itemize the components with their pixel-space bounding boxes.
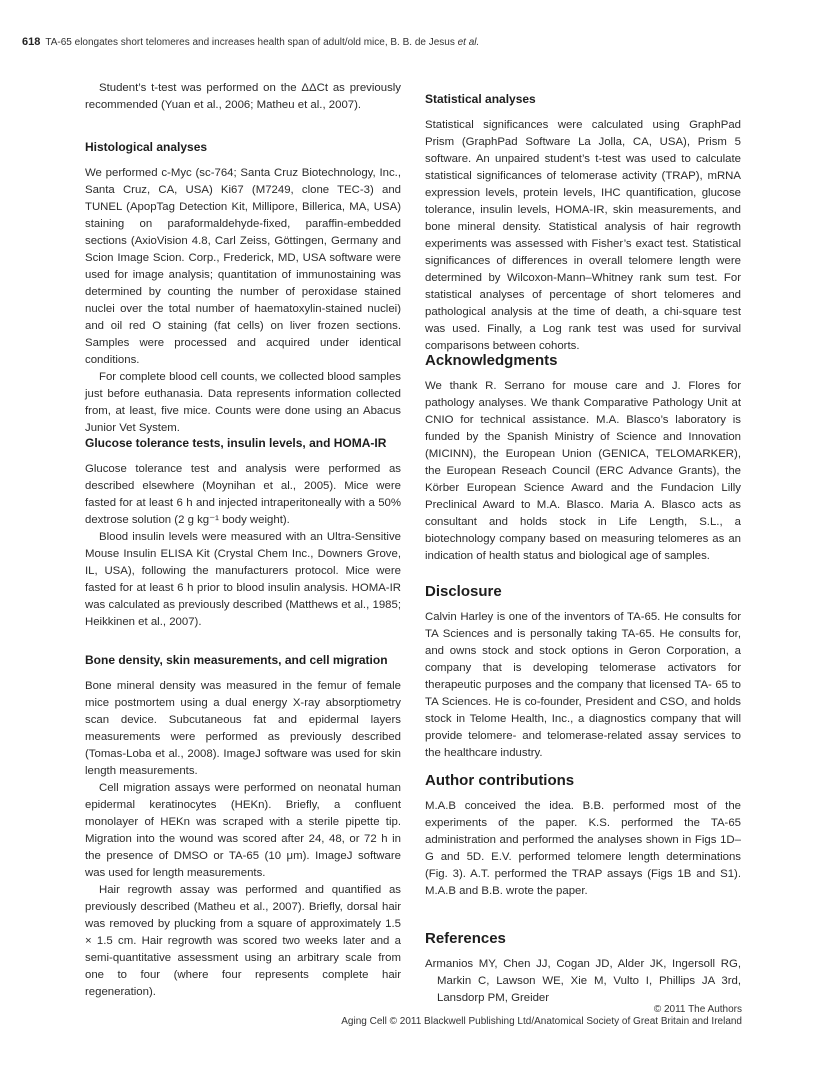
section-glucose <box>85 436 401 631</box>
heading-histological: Histological analyses <box>85 140 208 154</box>
copyright-line: © 2011 The Authors <box>653 1004 742 1015</box>
journal-line: Aging Cell © 2011 Blackwell Publishing Ltd/Anatomical Society of Great Britain and Ireland <box>341 1016 742 1027</box>
paragraph: Cell migration assays were performed on neonatal human epidermal keratinocytes (HEKn). Briefly, a confluent monolayer of HEKn was scraped with a sterile pipette tip. Migration into the wound was scored after 24, 48, or 72 h in the presence of DMSO or TA-65 (10 μm). ImageJ software was used for length measurements. <box>85 782 401 879</box>
running-title: TA-65 elongates short telomeres and increases health span of adult/old mice, B. B. de Jesus <box>45 37 458 48</box>
reference-entry: Armanios MY, Chen JJ, Cogan JD, Alder JK, Ingersoll RG, Markin C, Lawson WE, Xie M, Vulto I, Phillips JA 3rd, Lansdorp PM, Greider <box>425 958 741 1004</box>
paragraph: Bone mineral density was measured in the femur of female mice postmortem using a dual energy X-ray absorptiometry scan device. Subcutaneous fat and epidermal layers measurements were performed as previously described (Tomas-Loba et al., 2008). ImageJ software was used for skin length measurements. <box>85 680 401 777</box>
paragraph: Blood insulin levels were measured with an Ultra-Sensitive Mouse Insulin ELISA Kit (Crystal Chem Inc., Downers Grove, IL, USA), following the manufacturers protocol. Mice were fasted for at least 6 h prior to blood insulin analysis. HOMA-IR was calculated as previously described (Matthews et al., 1985; Heikkinen et al., 2007). <box>85 531 401 628</box>
paragraph: M.A.B conceived the idea. B.B. performed most of the experiments of the paper. K.S. performed the TA-65 administration and performed the analyses shown in Figs 1D–G and 5D. E.V. performed telomere length determinations (Fig. 3). A.T. performed the TRAP assays (Figs 1B and S1). M.A.B and B.B. wrote the paper. <box>425 800 741 897</box>
heading-bone: Bone density, skin measurements, and cell migration <box>85 653 388 667</box>
heading-disclosure: Disclosure <box>425 583 502 600</box>
running-title-et-al: et al. <box>457 37 480 48</box>
page-number: 618 <box>22 36 41 48</box>
page-footer <box>182 1004 742 1028</box>
section-disclosure <box>425 583 741 762</box>
section-author-contributions <box>425 772 741 900</box>
heading-statistical: Statistical analyses <box>425 92 536 106</box>
heading-author-contributions: Author contributions <box>425 772 575 789</box>
section-bone <box>85 653 401 1001</box>
section-references <box>425 930 741 1007</box>
heading-references: References <box>425 930 506 947</box>
paragraph: For complete blood cell counts, we collected blood samples just before euthanasia. Data represents information collected from, at least, five mice. Counts were done using an Abacus Junior Vet System. <box>85 371 401 434</box>
running-header <box>22 36 782 48</box>
section-acknowledgments <box>425 352 741 565</box>
paragraph: We performed c-Myc (sc-764; Santa Cruz Biotechnology, Inc., Santa Cruz, CA, USA) Ki67 (M7249, clone TEC-3) and TUNEL (ApopTag Detection Kit, Millipore, Billerica, MA, USA) staining on paraformaldehyde-fixed, paraffin-embedded sections (AxioVision 4.8, Carl Zeiss, Göttingen, Germany and Scion Image Scion. Corp., Frederick, MD, USA software were used for image analysis; quantitation of immunostaining was determined by counting the number of peroxidase stained nuclei over the total number of haematoxylin-stained nuclei) and oil red O staining (fat cells) on liver frozen sections. Samples were processed and acquired under identical conditions. <box>85 167 401 366</box>
paragraph: Hair regrowth assay was performed and quantified as previously described (Matheu et al., 2007). Briefly, dorsal hair was removed by plucking from a square of approximately 1.5 × 1.5 cm. Hair regrowth was scored two weeks later and a semi-quantitative assessment using an arbitrary scale from one to four (where four represents complete hair regeneration). <box>85 884 401 998</box>
paragraph: Statistical significances were calculated using GraphPad Prism (GraphPad Software La Jolla, CA, USA), Prism 5 software. An unpaired student’s t-test was used to calculate statistical significances of telomerase activity (TRAP), mRNA expression levels, protein levels, IHC quantification, glucose tolerance, insulin levels, HOMA-IR, skin measurements, and bone mineral density. Statistical analysis of hair regrowth experiments was assessed with Fisher’s exact test. Statistical significances of differences in overall telomere length were determined by Wilcoxon-Mann–Whitney rank sum test. For statistical analyses of percentage of short telomeres and pathological analysis at the time of death, a chi-square test was used. Finally, a Log rank test was used for survival comparisons between cohorts. <box>425 119 741 352</box>
intro-continuation <box>85 80 401 114</box>
intro-paragraph: Student’s t-test was performed on the ΔΔCt as previously recommended (Yuan et al., 2006; Matheu et al., 2007). <box>85 82 401 111</box>
paragraph: We thank R. Serrano for mouse care and J. Flores for pathology analyses. We thank Comparative Pathology Unit at CNIO for technical assistance. M.A. Blasco’s laboratory is funded by the Spanish Ministry of Science and Innovation (MICINN), the European Union (GENICA, TELOMARKER), the European Reseach Council (ERC Advance Grants), the Körber European Science Award and the Fundacion Lilly Preclinical Award to M.A. Blasco. Maria A. Blasco acts as consultant and holds stock in Life Length, S.L., a biotechnology company based on measuring telomeres as an indication of health status and biological age of samples. <box>425 380 741 562</box>
heading-acknowledgments: Acknowledgments <box>425 352 558 369</box>
paragraph: Calvin Harley is one of the inventors of TA-65. He consults for TA Sciences and is personally taking TA-65. He consults for, and owns stock and stock options in Geron Corporation, a company that is developing telomerase activators for therapeutic purposes and the company that licensed TA- 65 to TA Sciences. He is co-founder, President and CSO, and holds stock in Telome Health, Inc., a diagnostics company that will provide telomere- and telomerase-related assay services to the healthcare industry. <box>425 611 741 759</box>
section-histological <box>85 140 401 437</box>
paragraph: Glucose tolerance test and analysis were performed as described elsewhere (Moynihan et al., 2005). Mice were fasted for at least 6 h and injected intraperitoneally with a 50% dextrose solution (2 g kg⁻¹ body weight). <box>85 463 401 526</box>
section-statistical <box>425 92 741 355</box>
heading-glucose: Glucose tolerance tests, insulin levels, and HOMA-IR <box>85 436 387 450</box>
